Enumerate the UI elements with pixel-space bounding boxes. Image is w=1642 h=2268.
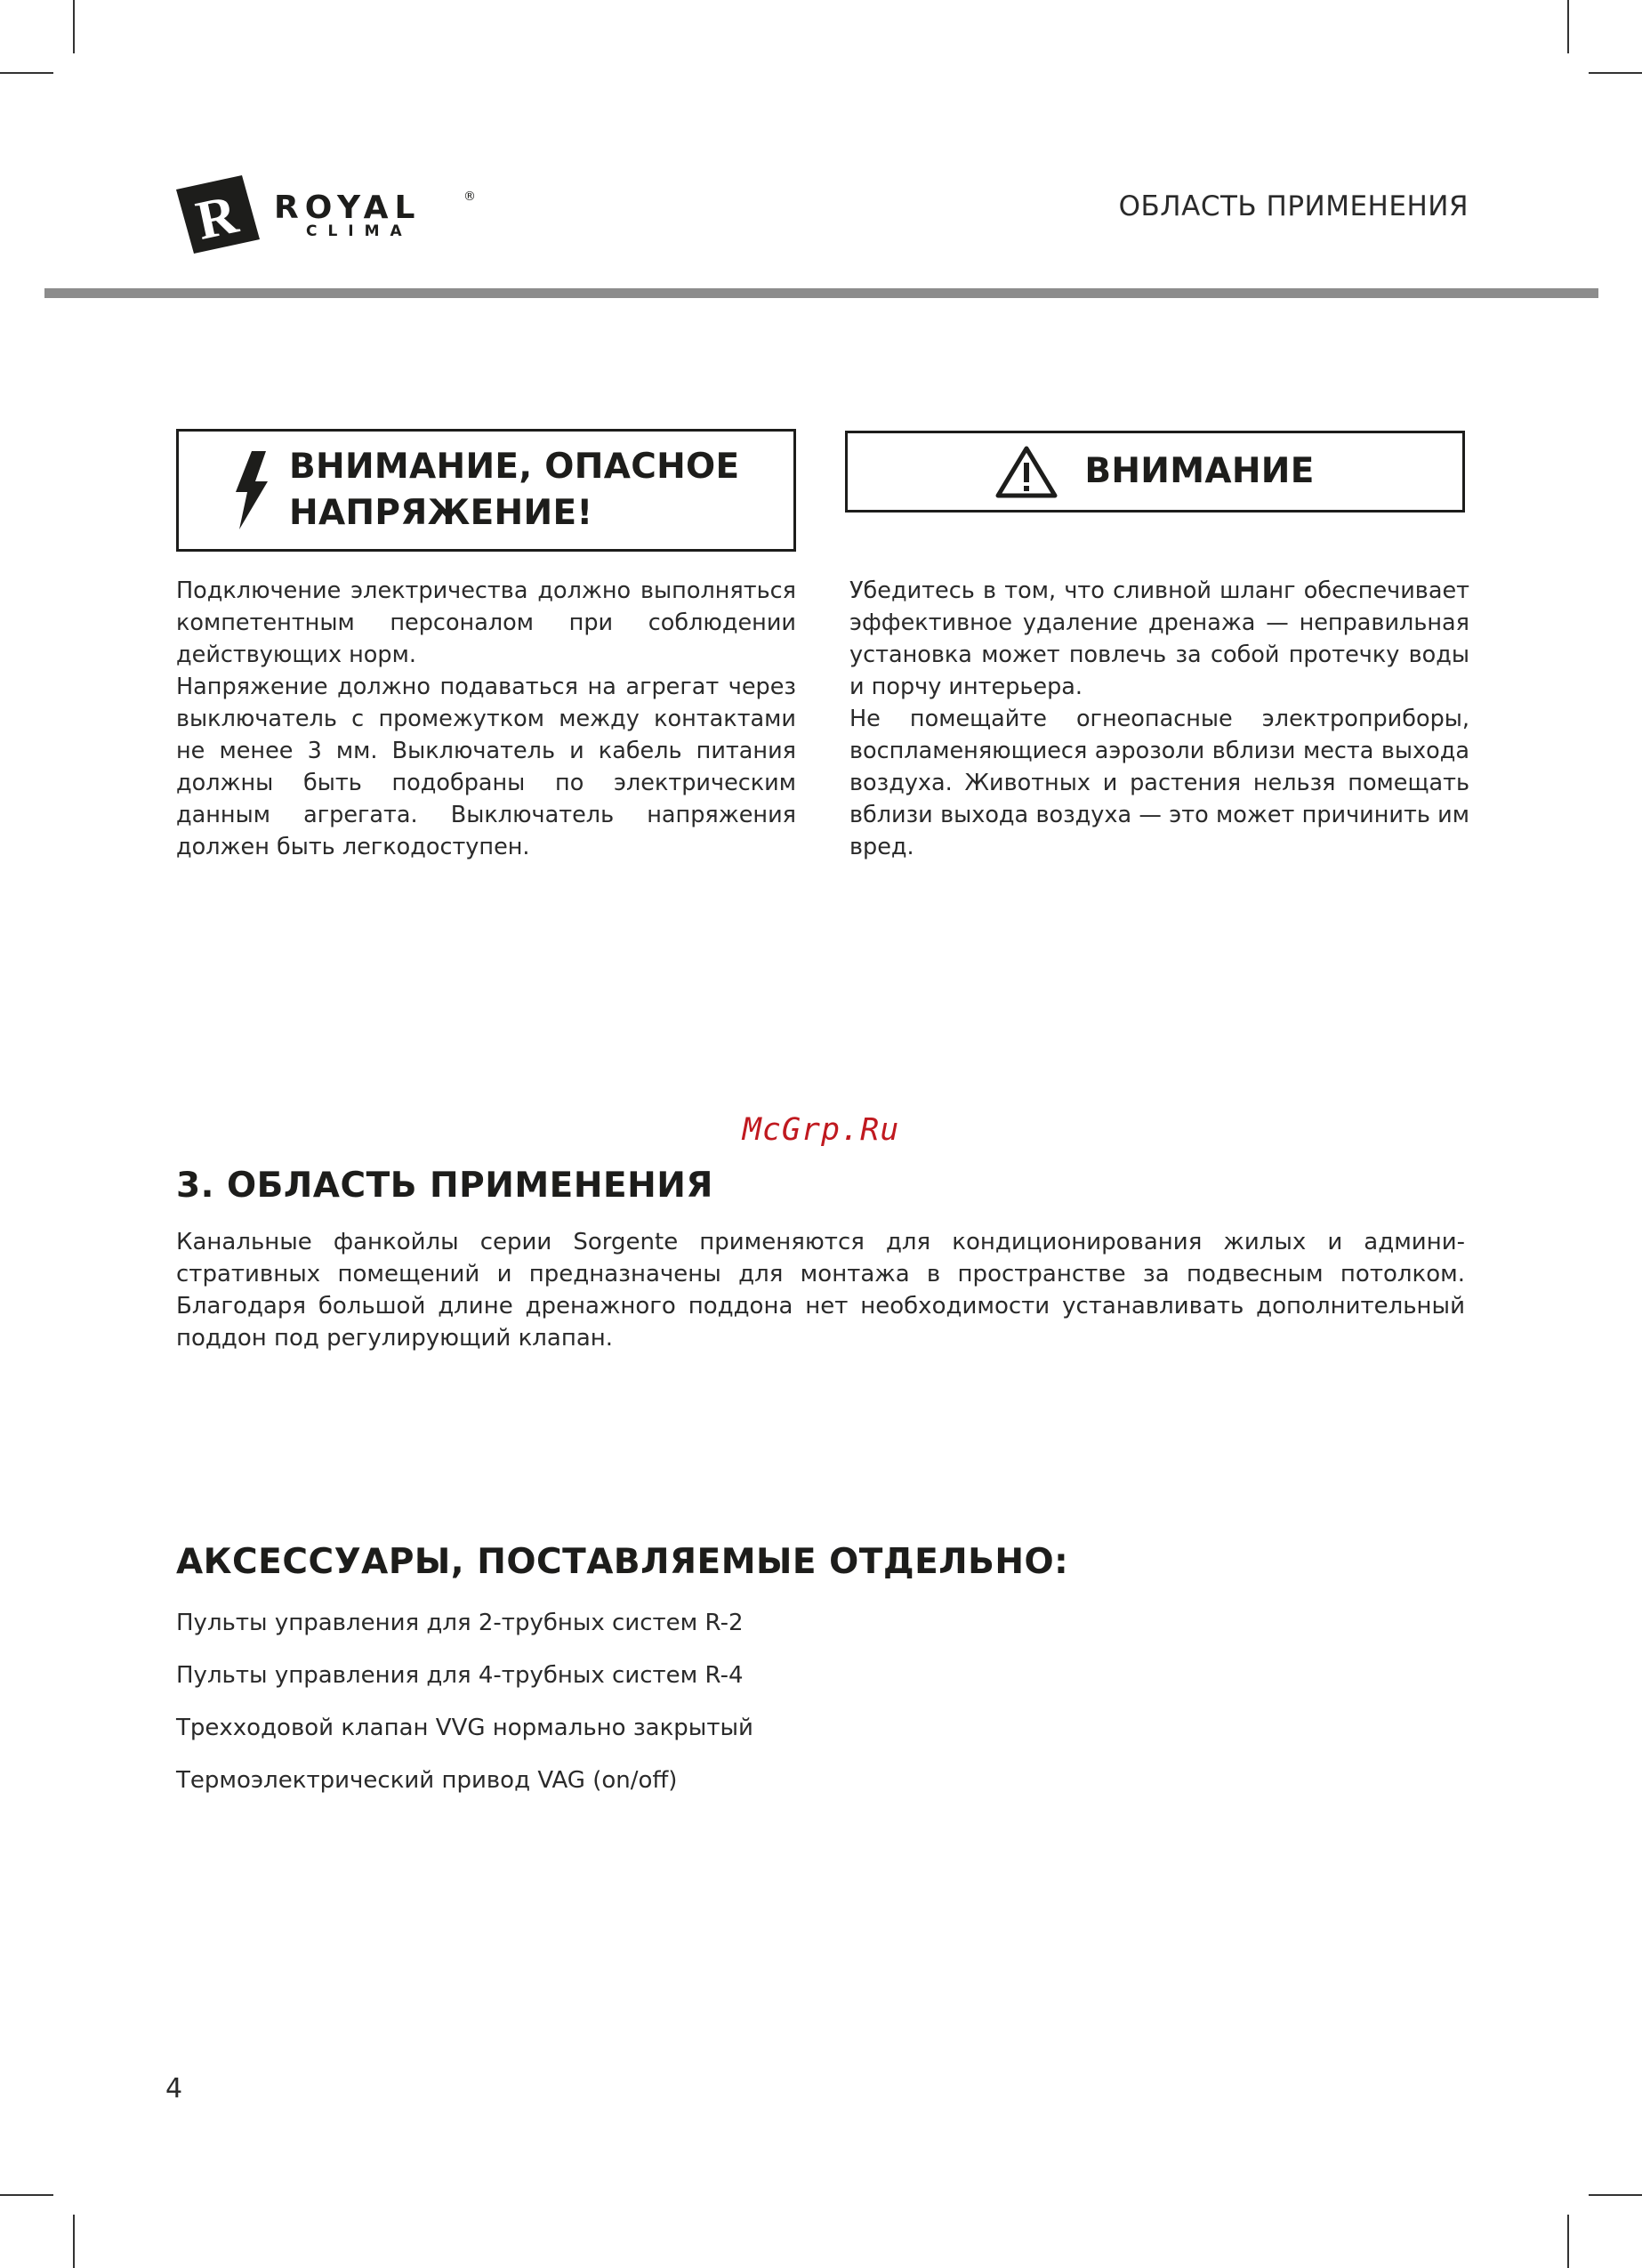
logo-emblem-letter: R	[190, 184, 243, 252]
list-item: Пульты управления для 4-трубных систем R-4	[176, 1662, 744, 1689]
crop-mark	[73, 0, 75, 53]
crop-mark	[0, 72, 53, 74]
logo-registered-mark: ®	[463, 190, 476, 204]
crop-mark	[73, 2215, 75, 2268]
warning-triangle-icon	[995, 445, 1058, 498]
header-divider	[44, 288, 1598, 298]
accessories-title: АКСЕССУАРЫ, ПОСТАВЛЯЕМЫЕ ОТДЕЛЬНО:	[176, 1542, 1069, 1582]
section-title: 3. ОБЛАСТЬ ПРИМЕНЕНИЯ	[176, 1166, 713, 1206]
caution-text	[849, 575, 1469, 863]
list-item: Пульты управления для 2-трубных систем R-2	[176, 1610, 744, 1636]
danger-voltage-box	[176, 429, 796, 552]
watermark-link[interactable]: McGrp.Ru	[742, 1112, 900, 1148]
danger-voltage-title: ВНИМАНИЕ, ОПАСНОЕ НАПРЯЖЕНИЕ!	[289, 447, 740, 533]
list-item: Термоэлектрический привод VAG (on/off)	[176, 1767, 678, 1794]
caution-title: ВНИМАНИЕ	[1084, 451, 1315, 491]
paragraph: Напряжение должно подаваться на агрегат через выключатель с промежутком между контактами не менее 3 мм. Выключатель и кабель питания должны быть подобраны по электрическим данным агрегата. Выключатель напряжения должен быть легкодоступен.	[176, 674, 796, 860]
caution-box	[845, 431, 1465, 513]
danger-voltage-text	[176, 575, 796, 863]
crop-mark	[1567, 0, 1569, 53]
paragraph: Не помещайте огнеопасные электроприборы, воспламеняющиеся аэрозоли вблизи места выхода воздуха. Животных и растения нельзя помещать вблизи выхода воздуха — это может причинить им вред.	[849, 706, 1469, 860]
list-item: Трехходовой клапан VVG нормально закрытый	[176, 1715, 753, 1741]
paragraph: Подключение электричества должно выполняться компетентным персоналом при соблюдении действующих норм.	[176, 577, 796, 668]
crop-mark	[1589, 2194, 1642, 2196]
logo-primary-text: ROYAL	[274, 190, 422, 226]
header-section-title: ОБЛАСТЬ ПРИМЕНЕНИЯ	[1118, 190, 1469, 222]
lightning-bolt-icon	[234, 451, 270, 529]
paragraph: Убедитесь в том, что сливной шланг обеспечивает эффективное удаление дренажа — неправильная установка может повлечь за собой протечку воды и порчу интерьера.	[849, 577, 1469, 700]
crop-mark	[1567, 2215, 1569, 2268]
logo-secondary-text: CLIMA	[306, 222, 413, 240]
crop-mark	[1589, 72, 1642, 74]
page-number: 4	[165, 2073, 183, 2104]
royal-clima-logo	[174, 174, 486, 255]
section-body: Канальные фанкойлы серии Sorgente применяются для кондиционирования жилых и административных помещений и предназначены для монтажа в пространстве за подвесным потолком. Благодаря большой длине дренажного поддона нет необходимости устанавливать дополнительный поддон под регулирующий клапан.	[176, 1229, 1465, 1352]
crop-mark	[0, 2194, 53, 2196]
accessories-list	[176, 1607, 753, 1817]
